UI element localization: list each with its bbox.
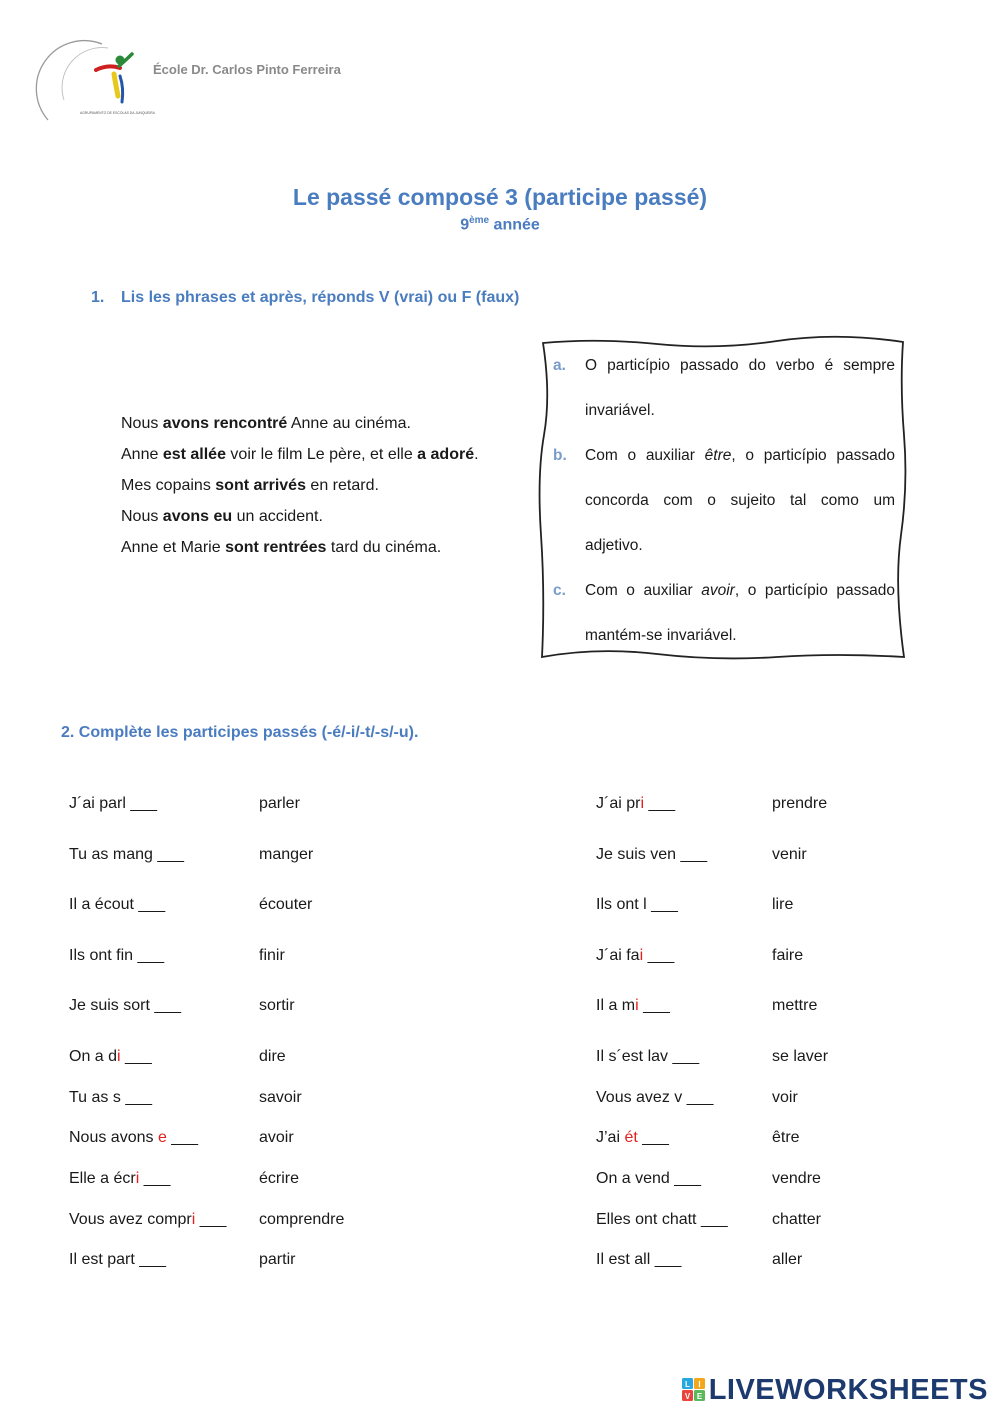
exercise-2-heading: 2. Complète les participes passés (-é/-i/-t/-s/-u). [61,724,419,741]
verb-stem: Ils ont l [596,896,647,913]
verb-stem: Vous avez compr [69,1211,192,1228]
statement-part: Com o auxiliar [585,582,702,599]
verb-stem: Elles ont chatt [596,1211,697,1228]
conjugation-item [596,1251,681,1269]
verb-stem: J’ai [596,1129,625,1146]
statement-part: Com o auxiliar [585,447,705,464]
infinitive: se laver [772,1048,829,1065]
infinitive: vendre [772,1170,821,1187]
answer-blank[interactable]: ___ [154,997,182,1014]
conjugation-item [596,1211,728,1229]
infinitive: dire [259,1048,286,1065]
sentence-text: Nous [121,415,163,432]
infinitive: mettre [772,997,818,1014]
icon-letter-e: E [696,1392,702,1401]
statement-item [553,433,895,568]
sentence-text: tard du cinéma. [326,539,442,556]
verb-stem: Tu as s [69,1089,121,1106]
infinitive: faire [772,947,804,964]
answer-blank[interactable]: ___ [686,1089,714,1106]
statement-letter: c. [553,582,566,599]
infinitive: venir [772,846,807,863]
verb-stem: Il s´est lav [596,1048,669,1065]
auxiliary-verb: avoir [701,582,735,599]
verb-stem: On a vend [596,1170,670,1187]
sentence [121,476,479,507]
statement-item [553,568,895,658]
answer-blank[interactable]: ___ [643,997,670,1014]
answer-blank[interactable]: ___ [674,1170,701,1187]
statement-letter: b. [553,447,567,464]
verb-stem: Il est part [69,1251,135,1268]
logo-caption: AGRUPAMENTO DE ESCOLAS DA JUNQUEIRA [80,111,155,115]
filled-ending: i [635,997,639,1014]
filled-ending: i [191,1211,196,1228]
verb-stem: J´ai pr [596,795,641,812]
infinitive: aller [772,1251,803,1268]
infinitive: partir [259,1251,296,1268]
exercise-1-instruction: Lis les phrases et après, réponds V (vrai) ou F (faux) [121,289,520,306]
answer-blank[interactable]: ___ [647,947,675,964]
verb-stem: Ils ont fin [69,947,134,964]
conjugation-item [69,1129,198,1147]
verb-phrase: est allée [162,446,226,463]
answer-blank[interactable]: ___ [654,1251,682,1268]
conjugation-item [596,846,707,864]
sentence-text: voir le film Le père, et elle [225,446,418,463]
infinitive: manger [259,846,314,863]
statement-letter: a. [553,357,566,374]
sentence [121,538,479,569]
conjugation-item [69,1251,166,1269]
answer-blank[interactable]: ___ [672,1048,700,1065]
verb-stem: Il a écout [69,896,134,913]
infinitive: savoir [259,1089,302,1106]
school-name: École Dr. Carlos Pinto Ferreira [153,62,341,77]
conjugation-item [596,947,674,965]
sentence [121,445,479,476]
verb-phrase: a adoré [417,446,475,463]
answer-blank[interactable]: ___ [680,846,708,863]
verb-stem: On a d [69,1048,118,1065]
infinitive: lire [772,896,794,913]
grade-word: année [489,216,540,234]
verb-stem: J´ai parl [69,795,126,812]
statement-item [553,343,895,433]
sentence [121,414,479,445]
grade-number: 9 [460,216,470,234]
conjugation-item [596,1089,713,1107]
conjugation-item [69,1170,170,1188]
answer-blank[interactable]: ___ [143,1170,171,1187]
exercise-1-heading [91,289,519,307]
conjugation-item [69,795,157,813]
filled-ending: i [117,1048,121,1065]
sentence-text: Mes copains [121,477,216,494]
infinitive: finir [259,947,285,964]
infinitive: parler [259,795,300,812]
verb-stem: Nous avons [69,1129,158,1146]
liveworksheets-icon [682,1377,706,1403]
answer-blank[interactable]: ___ [648,795,676,812]
verb-stem: Elle a écr [69,1170,136,1187]
verb-stem: Vous avez v [596,1089,683,1106]
sentence-text: en retard. [305,477,379,494]
conjugation-item [69,1048,152,1066]
sentence-text: Anne et Marie [121,539,226,556]
statement-text [585,433,895,568]
liveworksheets-logo [682,1374,988,1406]
grade-ordinal: ème [469,215,490,226]
answer-blank[interactable]: ___ [125,1089,153,1106]
infinitive: être [772,1129,800,1146]
filled-ending: i [135,1170,140,1187]
statement-part: , o particípio passado mantém-se invariável. [585,582,896,644]
answer-blank[interactable]: ___ [700,1211,728,1228]
infinitive: écouter [259,896,313,913]
verb-stem: Il a m [596,997,636,1014]
statement-text [585,568,895,658]
conjugation-item [596,1129,669,1147]
infinitive: comprendre [259,1211,345,1228]
exercise-1-number: 1. [91,289,105,306]
answer-blank[interactable]: ___ [199,1211,227,1228]
infinitive: prendre [772,795,828,812]
infinitive: sortir [259,997,295,1014]
statement-part: , o particípio passado concorda com o sujeito tal como um adjetivo. [585,447,895,554]
answer-blank[interactable]: ___ [171,1129,198,1146]
sentence-text: . [474,446,479,463]
answer-blank[interactable]: ___ [642,1129,669,1146]
conjugation-item [69,846,184,864]
sentence-text: Nous [121,508,163,525]
sentence-text: Anne au cinéma. [287,415,411,432]
statement-part: O particípio passado do verbo é sempre invariável. [585,357,895,419]
school-logo [40,40,155,125]
conjugation-item [69,947,164,965]
infinitive: chatter [772,1211,821,1228]
conjugation-item [596,896,678,914]
conjugation-item [69,1211,226,1229]
statement-text [585,343,895,433]
filled-ending: ét [624,1129,638,1146]
answer-blank[interactable]: ___ [137,947,165,964]
liveworksheets-wordmark: LIVEWORKSHEETS [708,1373,988,1406]
verb-stem: J´ai fa [596,947,640,964]
sentence-text: Anne [121,446,163,463]
verb-stem: Tu as mang [69,846,153,863]
answer-blank[interactable]: ___ [130,795,158,812]
conjugation-item [69,896,165,914]
conjugation-item [596,1048,699,1066]
filled-ending: i [640,795,645,812]
infinitive: écrire [259,1170,300,1187]
page-title: Le passé composé 3 (participe passé) [292,184,708,210]
answer-blank[interactable]: ___ [139,1251,166,1268]
infinitive: voir [772,1089,798,1106]
answer-blank[interactable]: ___ [125,1048,152,1065]
sentence-text: un accident. [232,508,323,525]
auxiliary-verb: être [704,447,732,464]
conjugation-item [596,795,675,813]
verb-phrase: sont arrivés [215,477,306,494]
verb-stem: Je suis sort [69,997,150,1014]
verb-phrase: avons eu [162,508,233,525]
grade-subtitle [0,215,1000,234]
conjugation-item [596,1170,701,1188]
sentence [121,507,479,538]
verb-phrase: avons rencontré [162,415,288,432]
conjugation-item [69,997,181,1015]
infinitive: avoir [259,1129,294,1146]
icon-letter-v: V [684,1392,690,1401]
filled-ending: i [639,947,644,964]
conjugation-item [69,1089,152,1107]
true-false-statements [553,343,895,658]
verb-stem: Je suis ven [596,846,677,863]
answer-blank[interactable]: ___ [157,846,185,863]
icon-letter-l: L [684,1380,690,1389]
verb-stem: Il est all [596,1251,651,1268]
example-sentences [121,414,479,569]
filled-ending: e [157,1129,167,1146]
answer-blank[interactable]: ___ [651,896,678,913]
conjugation-item [596,997,670,1015]
icon-letter-i: I [698,1380,701,1389]
answer-blank[interactable]: ___ [138,896,166,913]
verb-phrase: sont rentrées [225,539,327,556]
